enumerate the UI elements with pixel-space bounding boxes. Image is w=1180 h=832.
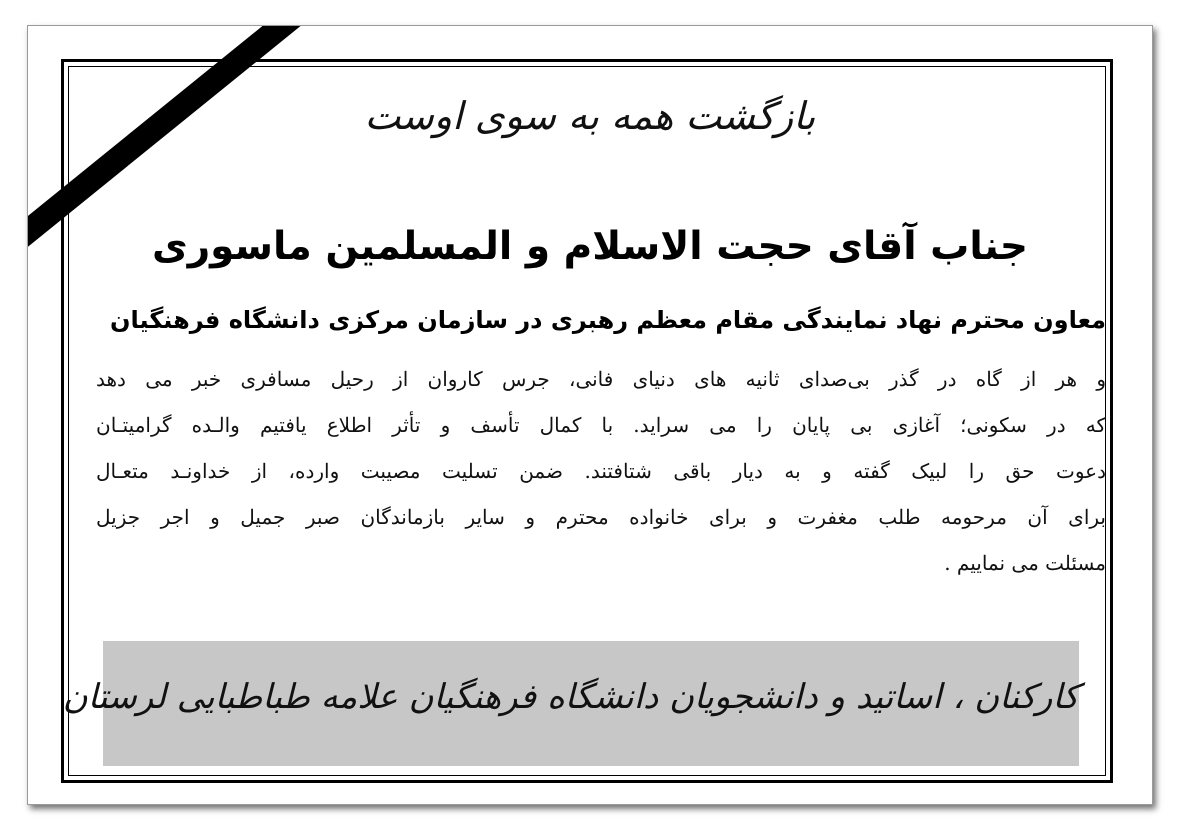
body-line: دعوت حق را لبیک گفته و به دیار باقی شتافتند. ضمن تسلیت مصیبت وارده، از خداونـد متعـال	[96, 459, 1106, 483]
condolence-body	[96, 356, 1106, 586]
condolence-card	[27, 25, 1153, 805]
body-line: برای آن مرحومه طلب مغفرت و برای خانواده محترم و سایر بازماندگان صبر جمیل و اجر جزیل	[96, 505, 1106, 529]
signature-band	[62, 641, 1079, 766]
signature-text: کارکنان ، اساتید و دانشجویان دانشگاه فرهنگیان علامه طباطبایی لرستان	[62, 677, 1079, 717]
heading-calligraphy: بازگشت همه به سوی اوست	[364, 94, 816, 138]
recipient-name: جناب آقای حجت الاسلام و المسلمین ماسوری	[151, 224, 1029, 269]
body-line: مسئلت می نماییم .	[944, 551, 1106, 575]
body-line: که در سکونی؛ آغازی بی پایان را می سراید. با کمال تأسف و تأثر اطلاع یافتیم والـده گرامیتـان	[96, 413, 1106, 437]
recipient-position: معاون محترم نهاد نمایندگی مقام معظم رهبری در سازمان مرکزی دانشگاه فرهنگیان	[110, 306, 1106, 334]
body-line: و هر از گاه در گذر بی‌صدای ثانیه های دنیای فانی، جرس کاروان از رحیل مسافری خبر می دهد	[96, 367, 1106, 391]
